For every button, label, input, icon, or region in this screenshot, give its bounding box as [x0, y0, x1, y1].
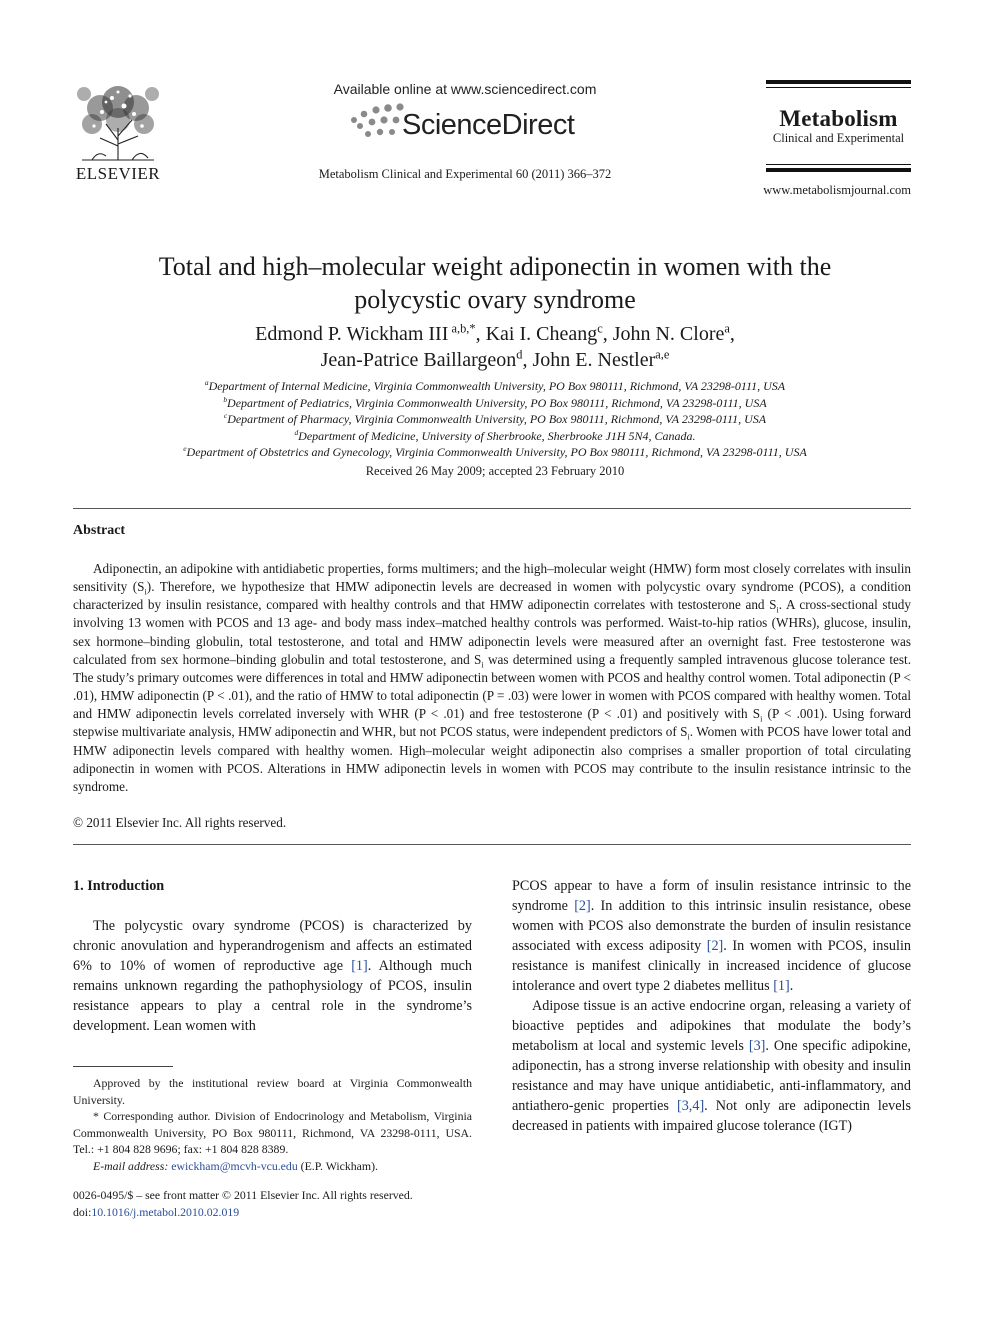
author-list [90, 321, 900, 373]
author-name[interactable]: Kai I. Cheang [485, 323, 598, 345]
citation-link[interactable]: [3] [748, 1038, 766, 1054]
text-segment: The polycystic ovary syndrome (PCOS) is characterized by chronic anovulation and hyperandrogenism and affects an estimated 6% to 10% of women of reproductive age [73, 918, 472, 974]
abstract-subscript: i [481, 660, 484, 670]
author-separator: , [602, 323, 613, 345]
journal-url: www.metabolismjournal.com [763, 183, 911, 197]
author-name[interactable]: Edmond P. Wickham III [255, 323, 449, 345]
affiliation-sup: d [294, 427, 299, 437]
abstract-subscript: i [144, 587, 147, 597]
text-segment: . In women with PCOS, insulin resistance is manifest clinically in increased incidence of glucose intolerance and overt type 2 diabetes mellitus [512, 938, 911, 994]
affiliation-sup: e [183, 444, 187, 453]
affiliation-sup: a [204, 378, 209, 387]
text-segment: . Not only are adiponectin levels decreased in patients with impaired glucose tolerance (IGT) [512, 1098, 911, 1134]
abstract-segment: . Women with PCOS have lower total and HMW adiponectin levels compared with healthy women. High–molecular weight adiponectin also comprises a smaller proportion of total circulating adiponectin in women with PCOS. Alterations in HMW adiponectin levels in women with PCOS may contribute to the insulin resistance intrinsic to the syndrome. [73, 724, 911, 794]
affiliation-text: Department of Pharmacy, Virginia Commonwealth University, PO Box 980111, Richmond, VA 23298-0111, USA [227, 412, 767, 426]
doi-line [73, 1204, 493, 1221]
journal-subtitle: Clinical and Experimental [772, 131, 905, 145]
email-label: E-mail address: [93, 1158, 169, 1173]
abstract-segment: was determined using a frequently sampled intravenous glucose tolerance test. The study’s primary outcomes were differences in total and HMW adiponectin between women with PCOS and healthy control women. Total adiponectin (P < .01), HMW adiponectin (P < .01), and the ratio of HMW to total adiponectin (P = .03) were lower in women with PCOS compared with healthy women. Total and HMW adiponectin levels correlated inversely with WHR (P < .01) and free testosterone (P < .01) and positively with S [73, 651, 912, 722]
body-column-left [73, 876, 472, 1036]
footnote-rule [73, 1066, 173, 1067]
affiliation-sup: c [223, 411, 228, 420]
author-name[interactable]: John N. Clore [612, 323, 725, 345]
article-title-line1: Total and high–molecular weight adiponectin in women with the [158, 252, 832, 281]
abstract-subscript: i [776, 605, 779, 615]
affiliation-item [60, 444, 930, 461]
author-separator: , [729, 323, 735, 345]
abstract-segment: (P < .001). Using forward stepwise multivariate analysis, HMW adiponectin and WHR, but not PCOS status, were independent predictors of S [73, 706, 911, 740]
journal-rule-top-thin [766, 87, 911, 88]
abstract-subscript: i [760, 714, 763, 724]
citation-link[interactable]: [1] [351, 958, 368, 974]
doi-link[interactable]: 10.1016/j.metabol.2010.02.019 [91, 1204, 240, 1219]
author-separator: , [475, 323, 486, 345]
affiliation-text: Department of Medicine, University of Sherbrooke, Sherbrooke J1H 5N4, Canada. [298, 428, 696, 443]
affiliation-list [60, 378, 930, 461]
text-segment: . One specific adipokine, adiponectin, has a strong inverse relationship with obesity and insulin resistance and may have unique antidiabetic, anti-inflammatory, and antiathero-genic properties [512, 1038, 911, 1114]
affiliation-text: Department of Obstetrics and Gynecology, Virginia Commonwealth University, PO Box 980111, Richmond, VA 23298-0111, USA [186, 445, 807, 459]
abstract-bottom-rule [73, 844, 911, 845]
sciencedirect-dots-icon [346, 100, 406, 146]
citation-link[interactable]: [3,4] [676, 1098, 705, 1114]
text-segment: Adipose tissue is an active endocrine organ, releasing a variety of bioactive peptides and adipokines that modulate the body’s metabolism at local and systemic levels [512, 998, 911, 1054]
citation-link[interactable]: [2] [706, 938, 724, 954]
citation-link[interactable]: [2] [574, 898, 591, 914]
footnote-email [73, 1158, 472, 1175]
author-separator: , [522, 349, 533, 371]
abstract-segment: Adiponectin, an adipokine with antidiabetic properties, forms multimers; and the high–molecular weight (HMW) form most closely correlates with insulin sensitivity (S [73, 561, 911, 595]
abstract-segment: . A cross-sectional study involving 13 women with PCOS and 13 age- and body mass index–matched healthy controls was performed. Waist-to-hip ratios (WHRs), glucose, insulin, sex hormone–binding globulin, total testosterone, and total and HMW adiponectin levels were measured after an overnight fast. Free testosterone was calculated from sex hormone–binding globulin and total testosterone, and S [73, 597, 911, 667]
abstract-top-rule [73, 508, 911, 509]
author-name[interactable]: Jean-Patrice Baillargeon [320, 349, 517, 371]
issn-line: 0026-0495/$ – see front matter © 2011 Elsevier Inc. All rights reserved. [73, 1188, 413, 1202]
journal-rule-top [766, 80, 911, 84]
author-affil-sup: c [597, 321, 603, 336]
doi-label: doi: [73, 1204, 92, 1219]
author-affil-sup: d [516, 347, 523, 362]
affiliation-item [60, 428, 930, 445]
abstract-heading: Abstract [73, 523, 126, 538]
received-dates: Received 26 May 2009; accepted 23 February 2010 [365, 464, 625, 478]
affiliation-sup: b [223, 394, 228, 404]
footnotes [73, 1075, 472, 1174]
journal-name: Metabolism [779, 106, 898, 131]
abstract-subscript: i [687, 733, 690, 743]
text-segment: . Although much remains unknown regarding the pathophysiology of PCOS, insulin resistance appears to play a central role in the syndrome’s development. Lean women with [73, 958, 472, 1034]
text-segment: . [789, 978, 794, 994]
abstract-text [73, 560, 911, 796]
intro-paragraph-1-continued [512, 876, 911, 996]
text-segment: . In addition to this intrinsic insulin resistance, obese women with PCOS also demonstrate the burden of insulin resistance associated with excess adiposity [512, 898, 911, 954]
publisher-name: ELSEVIER [75, 164, 161, 183]
article-title-line2: polycystic ovary syndrome [354, 285, 636, 314]
abstract-segment: ). Therefore, we hypothesize that HMW adiponectin levels are decreased in women with polycystic ovary syndrome (PCOS), a condition characterized by insulin resistance, compared with healthy controls and that HMW adiponectin correlates with testosterone and S [73, 579, 911, 613]
author-affil-sup: a,b,* [448, 321, 476, 336]
author-affil-sup: a,e [655, 347, 670, 362]
sciencedirect-wordmark: ScienceDirect [402, 109, 575, 141]
author-affil-sup: a [724, 321, 730, 336]
intro-paragraph-2 [512, 996, 911, 1136]
affiliation-text: Department of Internal Medicine, Virginia Commonwealth University, PO Box 980111, Richmond, VA 23298-0111, USA [208, 379, 786, 393]
affiliation-item [60, 411, 930, 428]
front-matter-info [73, 1187, 493, 1220]
sciencedirect-logo [346, 100, 586, 146]
article-title [90, 250, 900, 316]
journal-citation: Metabolism Clinical and Experimental 60 (2011) 366–372 [318, 167, 612, 181]
email-suffix: (E.P. Wickham). [297, 1158, 378, 1173]
journal-rule-bottom [766, 168, 911, 172]
abstract-copyright: © 2011 Elsevier Inc. All rights reserved. [73, 815, 287, 830]
text-segment: PCOS appear to have a form of insulin resistance intrinsic to the syndrome [512, 878, 911, 914]
body-column-right [512, 876, 911, 1136]
affiliation-text: Department of Pediatrics, Virginia Commonwealth University, PO Box 980111, Richmond, VA 23298-0111, USA [227, 395, 767, 410]
affiliation-item [60, 378, 930, 395]
journal-rule-bottom-thin [766, 164, 911, 165]
affiliation-item [60, 395, 930, 412]
available-online-text: Available online at www.sciencedirect.com [333, 81, 597, 97]
author-name[interactable]: John E. Nestler [532, 349, 656, 371]
email-link[interactable]: ewickham@mcvh-vcu.edu [171, 1158, 298, 1173]
section-heading-introduction: 1. Introduction [73, 878, 165, 894]
footnote-irb: Approved by the institutional review board at Virginia Commonwealth University. [73, 1076, 472, 1107]
footnote-corresponding: * Corresponding author. Division of Endocrinology and Metabolism, Virginia Commonwealth University, PO Box 980111, Richmond, VA 23298-0111, USA. Tel.: +1 804 828 9696; fax: +1 804 828 8389. [73, 1109, 472, 1156]
citation-link[interactable]: [1] [773, 978, 790, 994]
intro-paragraph-1 [73, 916, 472, 1036]
